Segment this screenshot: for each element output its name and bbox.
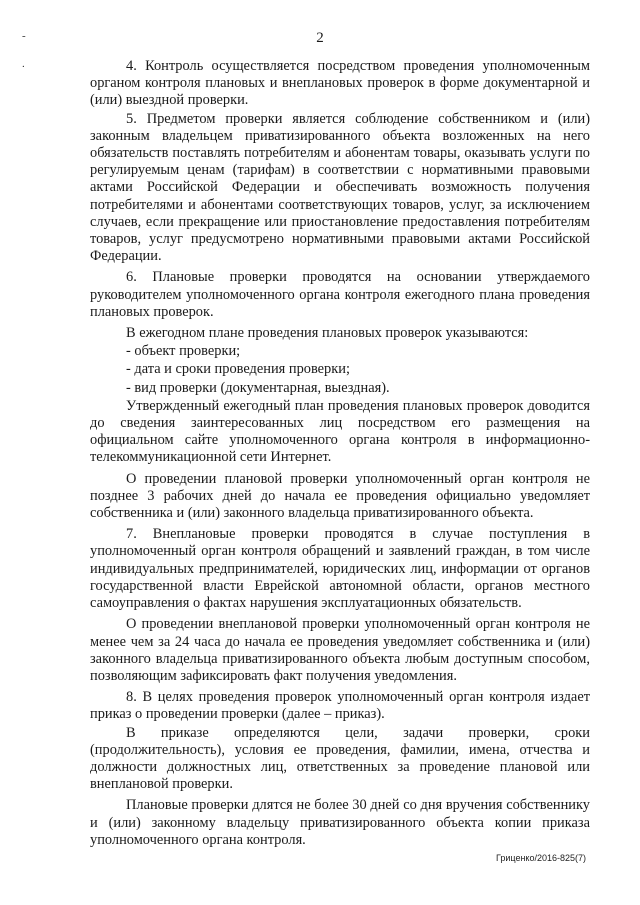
paragraph-clause-8: 8. В целях проведения проверок уполномоченный орган контроля издает приказ о проведении проверки (далее – приказ).	[90, 689, 590, 723]
paragraph-inspection-duration: Плановые проверки длятся не более 30 дней со дня вручения собственнику и (или) законному владельцу приватизированного объекта копии приказа уполномоченного органа контроля.	[90, 797, 590, 848]
list-item: - объект проверки;	[126, 343, 241, 360]
document-reference-code: Гриценко/2016-825(7)	[495, 853, 586, 863]
paragraph-clause-7: 7. Внеплановые проверки проводятся в случае поступления в уполномоченный орган контроля обращений и заявлений граждан, в том числе индивидуальных предпринимателей, юридических лиц, информации от органов государственной власти Еврейской автономной области, органов местного самоуправления о фактах нарушения эксплуатационных обязательств.	[90, 526, 590, 612]
paragraph-clause-5: 5. Предметом проверки является соблюдение собственником и (или) законным владельцем приватизированного объекта возложенных на него обязательств поставлять потребителям и абонентам товары, оказывать услуги по регулируемым ценам (тарифам) в соответствии с нормативными правовыми актами Российской Федерации и обеспечивать возможность получения потребителями и абонентами соответствующих товаров, услуг, за исключением случаев, если прекращение или приостановление предоставления потребителям товаров, услуг предусмотрено нормативными правовыми актами Российской Федерации.	[90, 110, 590, 265]
list-item: - вид проверки (документарная, выездная).	[126, 379, 390, 396]
paragraph-planned-notice: О проведении плановой проверки уполномоченный орган контроля не позднее 3 рабочих дней до начала ее проведения официально уведомляет собственника и (или) законного владельца приватизированного объекта.	[90, 470, 590, 522]
margin-mark: .	[22, 58, 25, 70]
paragraph-clause-6: 6. Плановые проверки проводятся на основании утверждаемого руководителем уполномоченного органа контроля ежегодного плана проведения плановых проверок.	[90, 269, 590, 320]
page-number: 2	[316, 30, 324, 46]
paragraph-order-contents: В приказе определяются цели, задачи проверки, сроки (продолжительность), условия ее проведения, фамилии, имена, отчества и должности должностных лиц, ответственных за проведение плановой или внеплановой проверки.	[90, 724, 590, 793]
margin-mark: -	[22, 30, 26, 42]
paragraph-plan-contents-intro: В ежегодном плане проведения плановых проверок указываются:	[126, 325, 529, 342]
paragraph-unplanned-notice: О проведении внеплановой проверки уполномоченный орган контроля не менее чем за 24 часа до начала ее проведения уведомляет собственника и (или) законного владельца приватизированного объекта любым доступным способом, позволяющим зафиксировать факт получения уведомления.	[90, 616, 590, 684]
paragraph-plan-publication: Утвержденный ежегодный план проведения плановых проверок доводится до сведения заинтересованных лиц посредством его размещения на официальном сайте уполномоченного органа контроля в информационно-телекоммуникационной сети Интернет.	[90, 397, 590, 466]
list-item: - дата и сроки проведения проверки;	[126, 361, 350, 378]
document-body	[90, 58, 590, 850]
paragraph-clause-4: 4. Контроль осуществляется посредством проведения уполномоченным органом контроля плановых и внеплановых проверок в форме документарной и (или) выездной проверки.	[90, 58, 590, 109]
